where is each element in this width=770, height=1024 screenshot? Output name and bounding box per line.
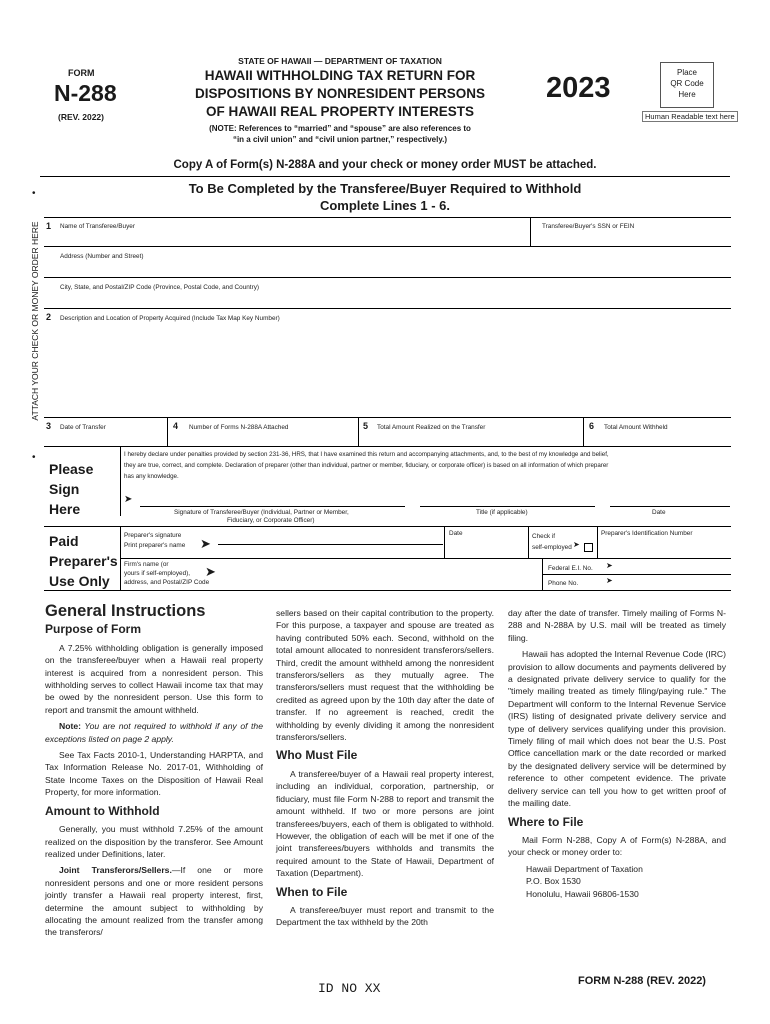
bullet-top: • <box>32 188 36 199</box>
when-to-file-heading: When to File <box>276 884 348 899</box>
sign-date-label: Date <box>652 509 666 516</box>
note-paragraph <box>45 720 263 745</box>
declaration-line2: they are true, correct, and complete. Declaration of preparer (other than individual, partner or member, fiduciary, or corporate officer) is based on all information of which preparer <box>124 462 609 469</box>
form-reference-footer: FORM N-288 (REV. 2022) <box>578 975 706 987</box>
complete-heading-line2: Complete Lines 1 - 6. <box>319 198 451 213</box>
joint-lead: Joint Transferors/Sellers. <box>59 865 172 876</box>
please-sign-heading <box>49 459 93 519</box>
preparer-heading-2: Preparer's <box>49 553 118 569</box>
tax-year: 2023 <box>546 72 611 104</box>
note-line2: “in a civil union” and “civil union partner,” respectively.) <box>232 135 448 144</box>
when-to-file-paragraph: A transferee/buyer must report and transmit to the Department the tax withheld by the 20th <box>276 904 494 928</box>
purpose-paragraph: A 7.25% withholding obligation is generally imposed on the transferee/buyer when a Hawaii real property interest is acquired from a nonresident person. This withholding serves to collect Hawaii income tax that may be owed by the nonresident person. Use this form to report and transmit the amount withheld. <box>45 642 263 715</box>
who-must-file-paragraph: A transferee/buyer of a Hawaii real property interest, including an individual, corporation, partnership, or fiduciary, must file Form N-288 to report and transmit the amount withheld. If two or more persons are joint transferees/buyers, each of them is obligated to withhold. However, the obligation of each will be met if one of the joint transferees/buyers withholds and transmits the required amount to the State of Hawaii, Department of Taxation (Department). <box>276 768 494 879</box>
preparer-heading-3: Use Only <box>49 573 110 589</box>
sign-arrow-icon: ➤ <box>124 494 133 505</box>
ssn-divider <box>530 217 531 247</box>
line3-number: 3 <box>46 421 52 431</box>
firm-label-3: address, and Postal/ZIP Code <box>124 579 210 586</box>
form-title-line1: HAWAII WITHHOLDING TAX RETURN FOR <box>204 68 476 83</box>
column3-paragraph-2: Hawaii has adopted the Internal Revenue Code (IRC) provision to allow documents and payments delivered by a designated private delivery service to qualify for the "timely mailing treated as timely filing/paying rule." The Department will conform to the Internal Revenue Service (IRS) listing of designated private delivery service and type of delivery services qualifying under this provision. Timely filing of mail which does not bear the U.S. Post Office cancellation mark or the date recorded or marked by the designated delivery service will be determined by reference to other competent evidence. The private delivery service can tell you how to get written proof of the mailing date. <box>508 649 726 809</box>
form-number: N-288 <box>54 80 117 106</box>
line1-address-label: Address (Number and Street) <box>60 253 144 260</box>
where-to-file-paragraph: Mail Form N-288, Copy A of Form(s) N-288A, and your check or money order to: <box>508 834 726 858</box>
self-employed-checkbox[interactable] <box>584 543 593 552</box>
self-employed-label: self-employed <box>532 544 572 551</box>
rule-after-description <box>44 417 731 418</box>
address-line-3: Honolulu, Hawaii 96806-1530 <box>526 888 639 899</box>
signature-label-2: Fiduciary, or Corporate Officer) <box>227 517 315 524</box>
copy-notice: Copy A of Form(s) N-288A and your check or money order MUST be attached. <box>173 159 597 171</box>
line4-label: Number of Forms N-288A Attached <box>189 424 289 431</box>
form-title-line2: DISPOSITIONS BY NONRESIDENT PERSONS <box>194 86 486 101</box>
purpose-heading: Purpose of Form <box>45 622 142 637</box>
column2-paragraph: sellers based on their capital contribution to the property. For this purpose, a taxpayer and spouse are treated as having contributed 50% each. Second, withhold on the total amount allocated to nonresident transferors/sellers. Third, credit the amount withheld among the nonresident transferors/sellers as they mutually agree. The transferors/sellers must request that the withholding be credited as agreed upon by the 10th day after the date of transfer. If no agreement is reached, credit the withholding by evenly dividing it among the nonresident transferors/sellers. <box>276 608 494 743</box>
line5-number: 5 <box>363 421 369 431</box>
phone-label: Phone No. <box>548 580 579 587</box>
firm-label-2: yours if self-employed), <box>124 570 191 577</box>
address-line-1: Hawaii Department of Taxation <box>526 863 643 874</box>
line6-label: Total Amount Withheld <box>604 424 668 431</box>
line1-name-label: Name of Transferee/Buyer <box>60 223 135 230</box>
preparer-heading-1: Paid <box>49 533 79 549</box>
line4-divider <box>167 417 168 446</box>
declaration-line1: I hereby declare under penalties provided by section 231-36, HRS, that I have examined this return and accompanying attachments, and, to the best of my knowledge and belief, <box>124 451 609 458</box>
note-lead: Note: <box>59 721 81 732</box>
preparer-signature-label: Preparer's signature <box>124 532 182 539</box>
check-if-label: Check if <box>532 533 556 540</box>
header-rule <box>40 176 730 177</box>
complete-heading-line1: To Be Completed by the Transferee/Buyer Required to Withhold <box>188 181 582 196</box>
amount-heading: Amount to Withhold <box>45 803 160 818</box>
date-col-divider <box>444 526 445 558</box>
preparer-date-label: Date <box>449 530 463 537</box>
form-revision: (REV. 2022) <box>58 112 104 122</box>
sign-divider <box>120 446 121 516</box>
firm-label-1: Firm's name (or <box>124 561 169 568</box>
column3-paragraph-1: day after the date of transfer. Timely mailing of Forms N-288 and N-288A by U.S. mail will be treated as timely filing. <box>508 608 726 643</box>
form-label: FORM <box>68 68 95 78</box>
preparer-id-label: Preparer's Identification Number <box>601 530 693 537</box>
attach-check-side-text: ATTACH YOUR CHECK OR MONEY ORDER HERE <box>30 221 40 421</box>
rule-after-sign <box>44 526 731 527</box>
firm-arrow-icon: ➤ <box>205 564 216 579</box>
title-label: Title (if applicable) <box>476 509 528 516</box>
instructions-column-1 <box>45 602 264 943</box>
preparer-print-label: Print preparer's name <box>124 542 186 549</box>
title-line[interactable] <box>420 506 595 507</box>
see-tax-facts-paragraph: See Tax Facts 2010-1, Understanding HARPTA, and Tax Information Release No. 2017-01, Withholding of State Income Taxes on the Disposition of Hawaii Real Property, for more information. <box>45 750 263 798</box>
note-line1: (NOTE: References to “married” and “spouse” are also references to <box>209 124 471 133</box>
fein-arrow-icon: ➤ <box>606 561 613 570</box>
rule-after-city <box>44 308 731 309</box>
preparer-arrow-icon: ➤ <box>200 536 211 551</box>
line5-label: Total Amount Realized on the Transfer <box>377 424 486 431</box>
agency-name: STATE OF HAWAII — DEPARTMENT OF TAXATION <box>238 56 442 66</box>
check-col-divider <box>528 526 529 558</box>
note-text: You are not required to withhold if any of the exceptions listed on page 2 apply. <box>45 721 263 744</box>
fein-phone-divider <box>542 574 731 575</box>
address-line-2: P.O. Box 1530 <box>526 876 581 887</box>
qr-line1: Place <box>676 68 697 77</box>
box-top-rule <box>44 217 731 218</box>
general-instructions-title: General Instructions <box>45 602 206 620</box>
line1-city-label: City, State, and Postal/ZIP Code (Province, Postal Code, and Country) <box>60 284 260 291</box>
form-title-line3: OF HAWAII REAL PROPERTY INTERESTS <box>205 104 475 119</box>
phone-arrow-icon: ➤ <box>606 576 613 585</box>
rule-after-preparer <box>44 590 731 591</box>
rule-after-address <box>44 277 731 278</box>
who-must-file-heading: Who Must File <box>276 748 358 763</box>
sign-heading-1: Please <box>49 461 94 477</box>
qr-line3: Here <box>678 90 696 99</box>
signature-label-1: Signature of Transferee/Buyer (Individual, Partner or Member, <box>174 509 349 516</box>
rule-mid-preparer <box>121 558 731 559</box>
line4-number: 4 <box>173 421 179 431</box>
sign-heading-2: Sign <box>49 481 80 497</box>
line5-divider <box>358 417 359 446</box>
joint-text: —If one or more nonresident persons and one or more resident persons jointly transfer a Hawaii real property interest, first, determine the amount subject to withholding by allocating the amount realized from the transfer among the transferors/ <box>45 865 264 938</box>
self-employed-arrow-icon: ➤ <box>573 540 580 549</box>
declaration-line3: has any knowledge. <box>124 473 179 480</box>
id-number-text: ID NO XX <box>318 981 381 996</box>
bullet-bottom: • <box>32 452 36 463</box>
line1-number: 1 <box>46 221 52 231</box>
sign-heading-3: Here <box>49 501 81 517</box>
qr-caption: Human Readable text here <box>642 111 738 122</box>
sign-date-line[interactable] <box>610 506 730 507</box>
mailing-address <box>508 863 726 900</box>
line3-label: Date of Transfer <box>60 424 106 431</box>
federal-ein-label: Federal E.I. No. <box>548 565 593 572</box>
preparer-signature-line[interactable] <box>218 544 443 545</box>
rule-after-name <box>44 246 731 247</box>
qr-code-placeholder <box>660 62 714 108</box>
where-to-file-heading: Where to File <box>508 814 584 829</box>
qr-line2: QR Code <box>670 79 704 88</box>
instructions-column-2 <box>276 607 494 933</box>
joint-paragraph <box>45 864 263 938</box>
id-col-divider <box>597 526 598 558</box>
line6-divider <box>583 417 584 446</box>
paid-preparer-heading <box>49 531 118 591</box>
line2-number: 2 <box>46 312 52 322</box>
instructions-column-3 <box>508 607 726 900</box>
line6-number: 6 <box>589 421 595 431</box>
amount-paragraph: Generally, you must withhold 7.25% of the amount realized on the disposition by the transferor. See Amount realized under Definitions, later. <box>45 824 263 859</box>
signature-line[interactable] <box>140 506 405 507</box>
rule-after-line3 <box>44 446 731 447</box>
line1-ssn-label: Transferee/Buyer's SSN or FEIN <box>542 223 635 230</box>
line2-description-label: Description and Location of Property Acquired (Include Tax Map Key Number) <box>60 315 280 322</box>
